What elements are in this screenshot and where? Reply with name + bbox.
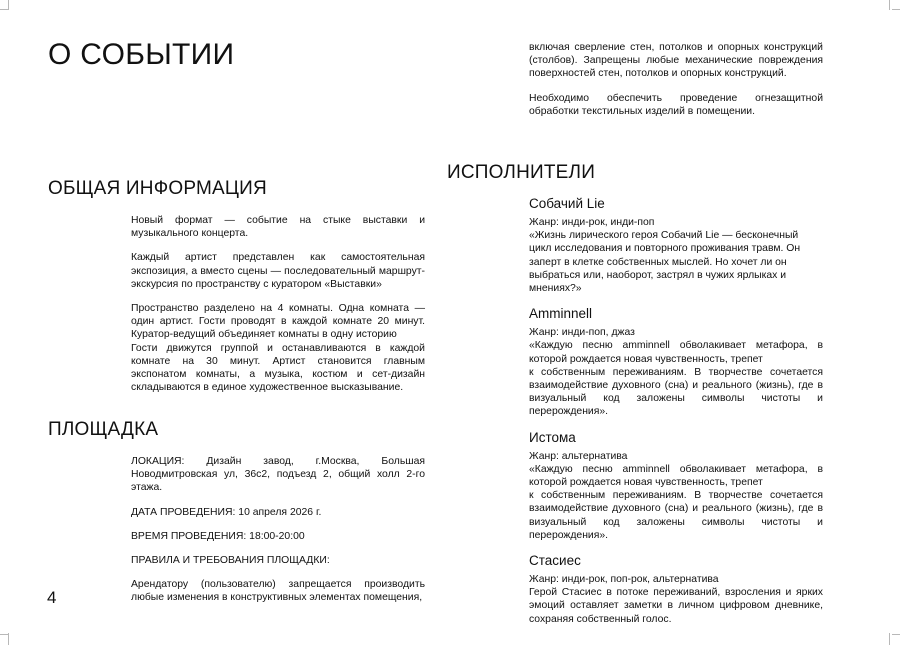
venue-text: [131, 455, 425, 616]
general-text: [131, 214, 425, 405]
performers-heading: ИСПОЛНИТЕЛИ: [447, 162, 596, 183]
venue-location: ЛОКАЦИЯ: Дизайн завод, г.Москва, Большая Новодмитровская ул, 36с2, подъезд 2, общий холл 2-го этажа.: [131, 456, 425, 494]
artist-genre: Жанр: инди-поп, джаз: [529, 327, 635, 339]
crop-mark: [0, 9, 8, 10]
venue-date: ДАТА ПРОВЕДЕНИЯ: 10 апреля 2026 г.: [131, 506, 322, 518]
crop-mark: [889, 633, 890, 645]
artist-name: Истома: [529, 429, 576, 445]
artist-description: «Каждую песню amminnell обволакивает метафора, в которой рождается новая чувственность, трепет: [529, 463, 823, 489]
general-paragraph: Пространство разделено на 4 комнаты. Одна комната — один артист. Гости проводят в каждой комнате 20 минут. Куратор-ведущий объединяет комнаты в одну историю: [131, 303, 425, 341]
crop-mark: [8, 0, 9, 10]
artist-block: [529, 429, 823, 542]
crop-mark: [0, 634, 8, 635]
artist-genre: Жанр: альтернатива: [529, 450, 628, 462]
venue-fire-note: Необходимо обеспечить проведение огнезащитной обработки текстильных изделий в помещении.: [529, 92, 823, 117]
artist-description: к собственным переживаниям. В творчестве сочетается взаимодействие духовного (сна) и реального (жизнь), где в визуальный код заложены символы чистоты и перерождения».: [529, 366, 823, 418]
venue-rules-continued: включая сверление стен, потолков и опорных конструкций (столбов). Запрещены любые механические повреждения поверхностей стен, потолков и опорных конструкций.: [529, 42, 823, 80]
general-paragraph: Новый формат — событие на стыке выставки и музыкального концерта.: [131, 215, 425, 240]
artist-description: Герой Стасиес в потоке переживаний, взросления и ярких эмоций оставляет заметки в личном цифровом дневнике, сохраняя собственный голос.: [529, 587, 823, 625]
page-number: 4: [47, 588, 57, 607]
rules-continued: [529, 41, 823, 129]
artist-description: «Каждую песню amminnell обволакивает метафора, в которой рождается новая чувственность, трепет: [529, 340, 823, 365]
artist-name: Собачий Lie: [529, 196, 605, 211]
crop-mark: [892, 634, 900, 635]
venue-heading: ПЛОЩАДКА: [48, 419, 159, 440]
general-paragraph: Каждый артист представлен как самостоятельная экспозиция, а вместо сцены — последовательный маршрут-экскурсия по пространству с куратором «Выставки»: [131, 252, 425, 290]
artist-description: «Жизнь лирического героя Собачий Lie — бесконечный цикл исследования и повторного проживания травм. Он заперт в клетке собственных мыслей. Но хочет ли он выбраться или, наоборот, застрял в чужих ярлыках и мнениях?»: [529, 230, 801, 295]
venue-rules-heading: ПРАВИЛА И ТРЕБОВАНИЯ ПЛОЩАДКИ:: [131, 555, 330, 567]
artist-name: Amminnell: [529, 306, 593, 322]
artist-name: Стасиес: [529, 553, 581, 569]
general-heading: ОБЩАЯ ИНФОРМАЦИЯ: [48, 178, 267, 199]
general-paragraph: Гости движутся группой и останавливаются в каждой комнате на 30 минут. Артист становится главным экспонатом комнаты, а музыка, костюм и сет-дизайн складываются в единое художественное высказывание.: [131, 342, 425, 394]
artist-block: [529, 195, 823, 295]
artist-genre: Жанр: инди-рок, поп-рок, альтернатива: [529, 574, 719, 586]
crop-mark: [8, 633, 9, 645]
artist-block: [529, 552, 823, 626]
page-title: О СОБЫТИИ: [48, 38, 235, 71]
crop-mark: [889, 0, 890, 10]
artist-genre: Жанр: инди-рок, инди-поп: [529, 217, 655, 228]
artist-description: к собственным переживаниям. В творчестве сочетается взаимодействие духовного (сна) и реального (жизнь), где в визуальный код заложены символы чистоты и перерождения».: [529, 490, 823, 541]
performers-list: [529, 195, 823, 636]
crop-mark: [892, 9, 900, 10]
venue-rules-text: Арендатору (пользователю) запрещается производить любые изменения в конструктивных элементах помещения,: [131, 579, 425, 604]
venue-time: ВРЕМЯ ПРОВЕДЕНИЯ: 18:00-20:00: [131, 530, 305, 542]
artist-block: [529, 305, 823, 418]
